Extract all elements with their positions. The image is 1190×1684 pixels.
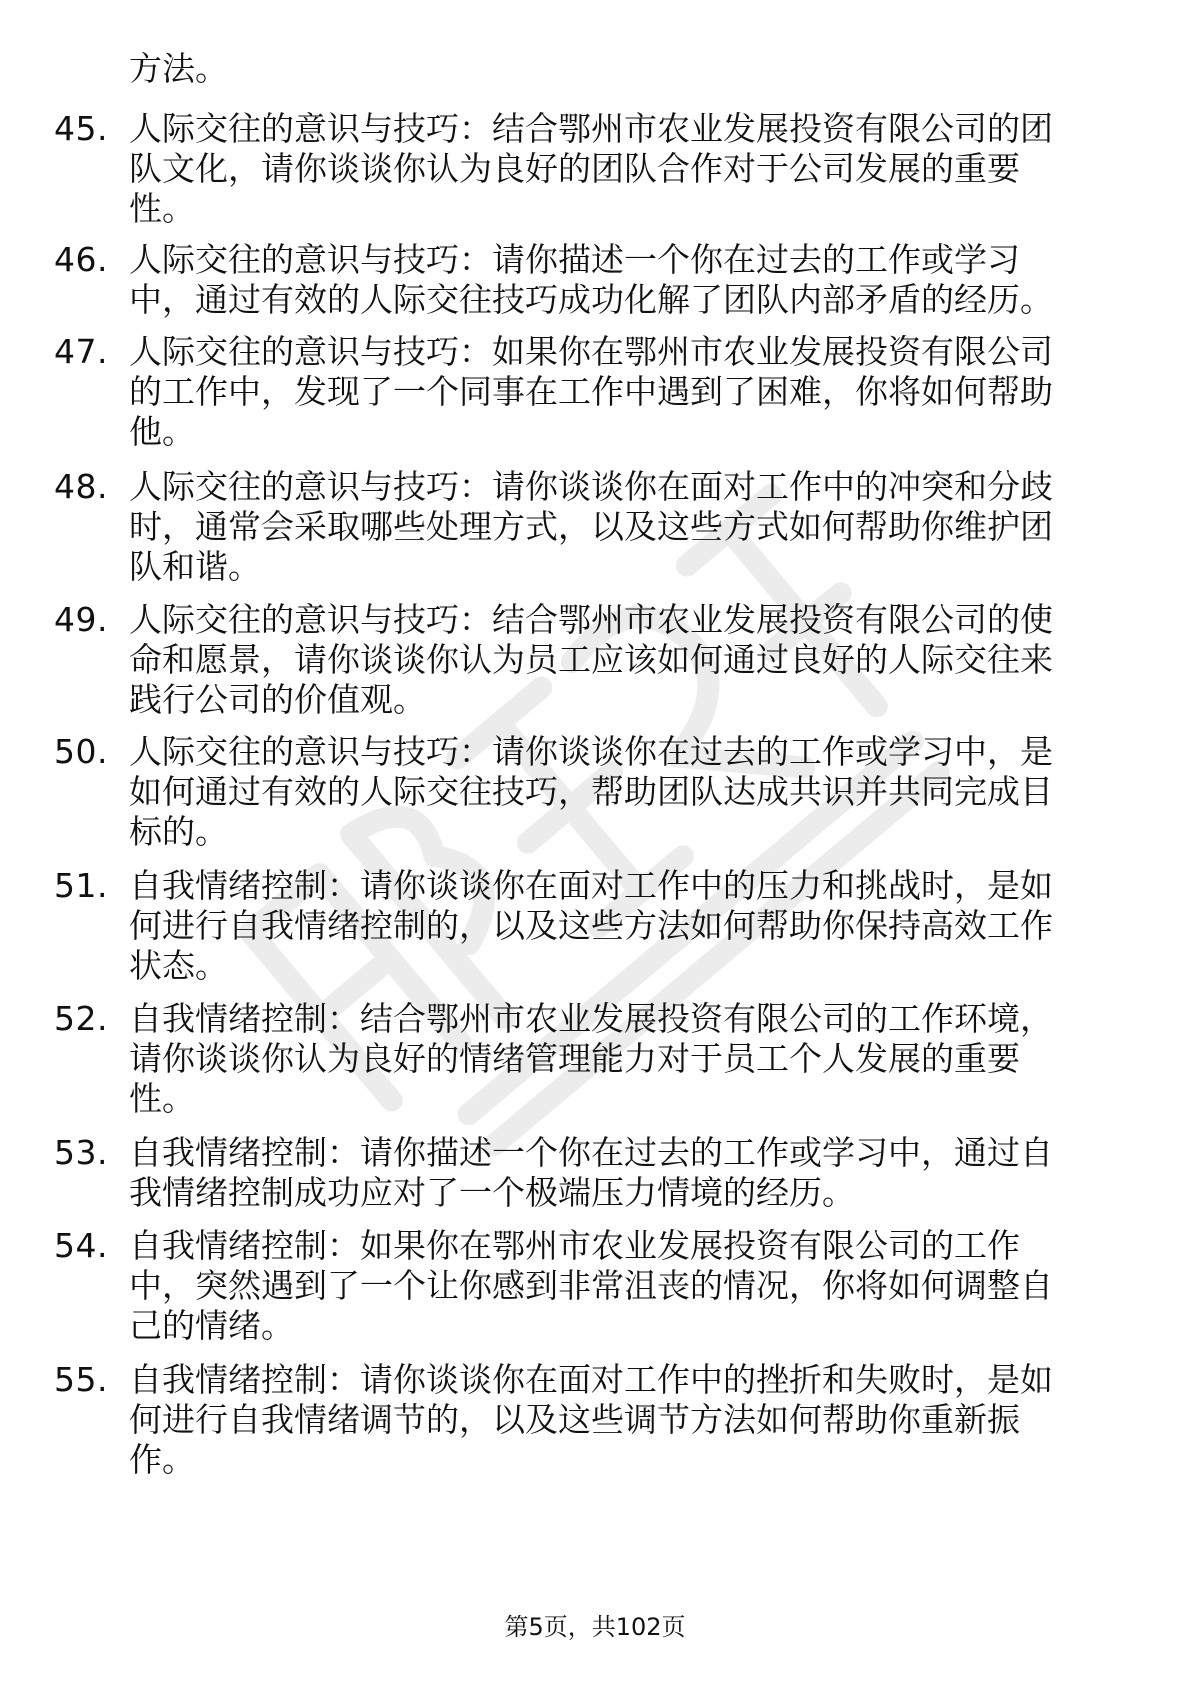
question-number: 45. bbox=[54, 109, 108, 148]
question-number: 49. bbox=[54, 600, 108, 639]
page-footer: 第5页，共102页 bbox=[504, 1613, 686, 1641]
question-text: 自我情绪控制：结合鄂州市农业发展投资有限公司的工作环境， 请你谈谈你认为良好的情绪管理能力对于员工个人发展的重要 性。 bbox=[129, 999, 1053, 1118]
question-text: 人际交往的意识与技巧：请你谈谈你在面对工作中的冲突和分歧 时，通常会采取哪些处理方式，以及这些方式如何帮助你维护团 队和谐。 bbox=[129, 467, 1053, 586]
question-text: 自我情绪控制：请你谈谈你在面对工作中的挫折和失败时，是如 何进行自我情绪调节的，以及这些调节方法如何帮助你重新振 作。 bbox=[129, 1360, 1053, 1479]
question-text: 人际交往的意识与技巧：请你描述一个你在过去的工作或学习 中，通过有效的人际交往技巧成功化解了团队内部矛盾的经历。 bbox=[129, 240, 1053, 319]
continuation-text: 方法。 bbox=[129, 49, 228, 88]
question-number: 47. bbox=[54, 332, 108, 371]
question-number: 51. bbox=[54, 866, 108, 905]
question-number: 53. bbox=[54, 1133, 108, 1172]
question-number: 54. bbox=[54, 1226, 108, 1265]
question-text: 自我情绪控制：请你描述一个你在过去的工作或学习中，通过自 我情绪控制成功应对了一个极端压力情境的经历。 bbox=[129, 1133, 1053, 1212]
question-number: 48. bbox=[54, 467, 108, 506]
question-text: 自我情绪控制：如果你在鄂州市农业发展投资有限公司的工作 中，突然遇到了一个让你感到非常沮丧的情况，你将如何调整自 己的情绪。 bbox=[129, 1226, 1053, 1345]
question-number: 52. bbox=[54, 999, 108, 1038]
question-text: 人际交往的意识与技巧：请你谈谈你在过去的工作或学习中，是 如何通过有效的人际交往技巧，帮助团队达成共识并共同完成目 标的。 bbox=[129, 732, 1053, 851]
question-number: 46. bbox=[54, 240, 108, 279]
question-number: 50. bbox=[54, 732, 108, 771]
question-text: 人际交往的意识与技巧：如果你在鄂州市农业发展投资有限公司 的工作中，发现了一个同事在工作中遇到了困难，你将如何帮助 他。 bbox=[129, 332, 1053, 451]
question-text: 人际交往的意识与技巧：结合鄂州市农业发展投资有限公司的使 命和愿景，请你谈谈你认为员工应该如何通过良好的人际交往来 践行公司的价值观。 bbox=[129, 600, 1053, 719]
question-text: 人际交往的意识与技巧：结合鄂州市农业发展投资有限公司的团 队文化，请你谈谈你认为良好的团队合作对于公司发展的重要 性。 bbox=[129, 109, 1053, 228]
question-text: 自我情绪控制：请你谈谈你在面对工作中的压力和挑战时，是如 何进行自我情绪控制的，以及这些方法如何帮助你保持高效工作 状态。 bbox=[129, 866, 1053, 985]
question-number: 55. bbox=[54, 1360, 108, 1399]
